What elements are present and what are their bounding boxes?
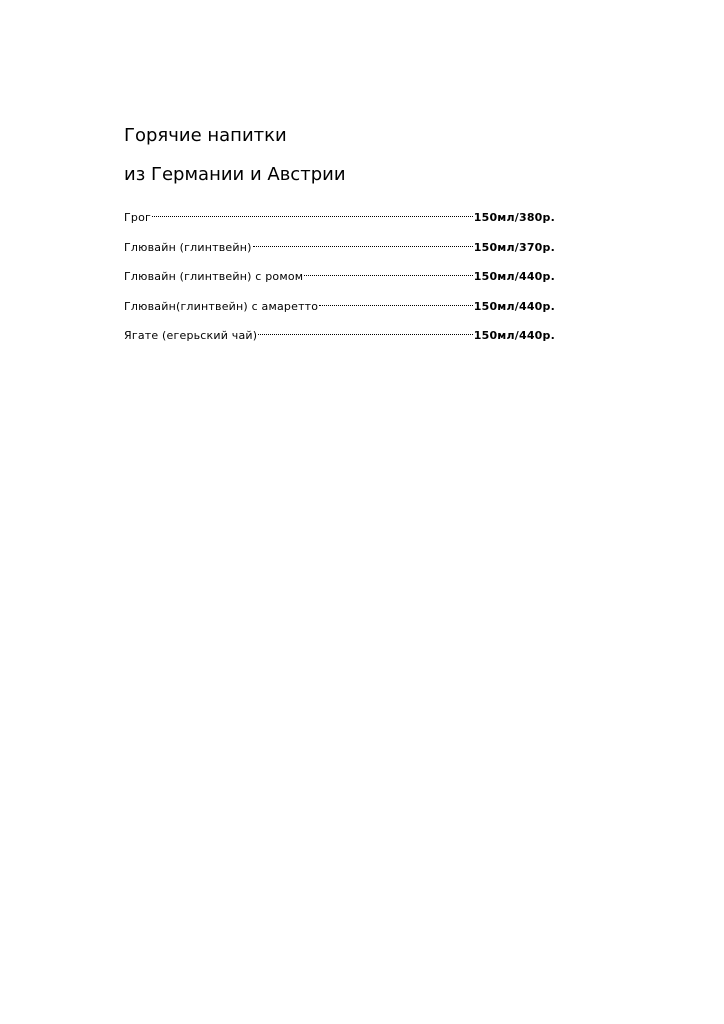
item-price: 150мл/370р. bbox=[473, 240, 555, 254]
item-name: Глювайн(глинтвейн) с амаретто bbox=[124, 299, 319, 313]
item-price: 150мл/440р. bbox=[473, 270, 555, 283]
item-name: Глювайн (глинтвейн) с ромом bbox=[124, 270, 304, 283]
drinks-list bbox=[124, 201, 555, 349]
list-item bbox=[124, 231, 555, 254]
dot-leader bbox=[152, 201, 473, 221]
item-name: Ягате (егерьский чай) bbox=[124, 329, 258, 342]
item-name: Грог bbox=[124, 211, 152, 224]
dot-leader bbox=[258, 319, 472, 339]
dot-leader bbox=[253, 231, 473, 251]
list-item bbox=[124, 319, 555, 342]
item-price: 150мл/380р. bbox=[473, 211, 555, 224]
item-price: 150мл/440р. bbox=[473, 299, 555, 313]
page-title: Горячие напитки bbox=[124, 125, 287, 146]
page-subtitle: из Германии и Австрии bbox=[124, 164, 346, 185]
dot-leader bbox=[319, 290, 473, 310]
list-item bbox=[124, 201, 555, 224]
list-item bbox=[124, 260, 555, 283]
list-item bbox=[124, 290, 555, 313]
item-name: Глювайн (глинтвейн) bbox=[124, 240, 252, 254]
dot-leader bbox=[304, 260, 472, 280]
item-price: 150мл/440р. bbox=[473, 329, 555, 342]
